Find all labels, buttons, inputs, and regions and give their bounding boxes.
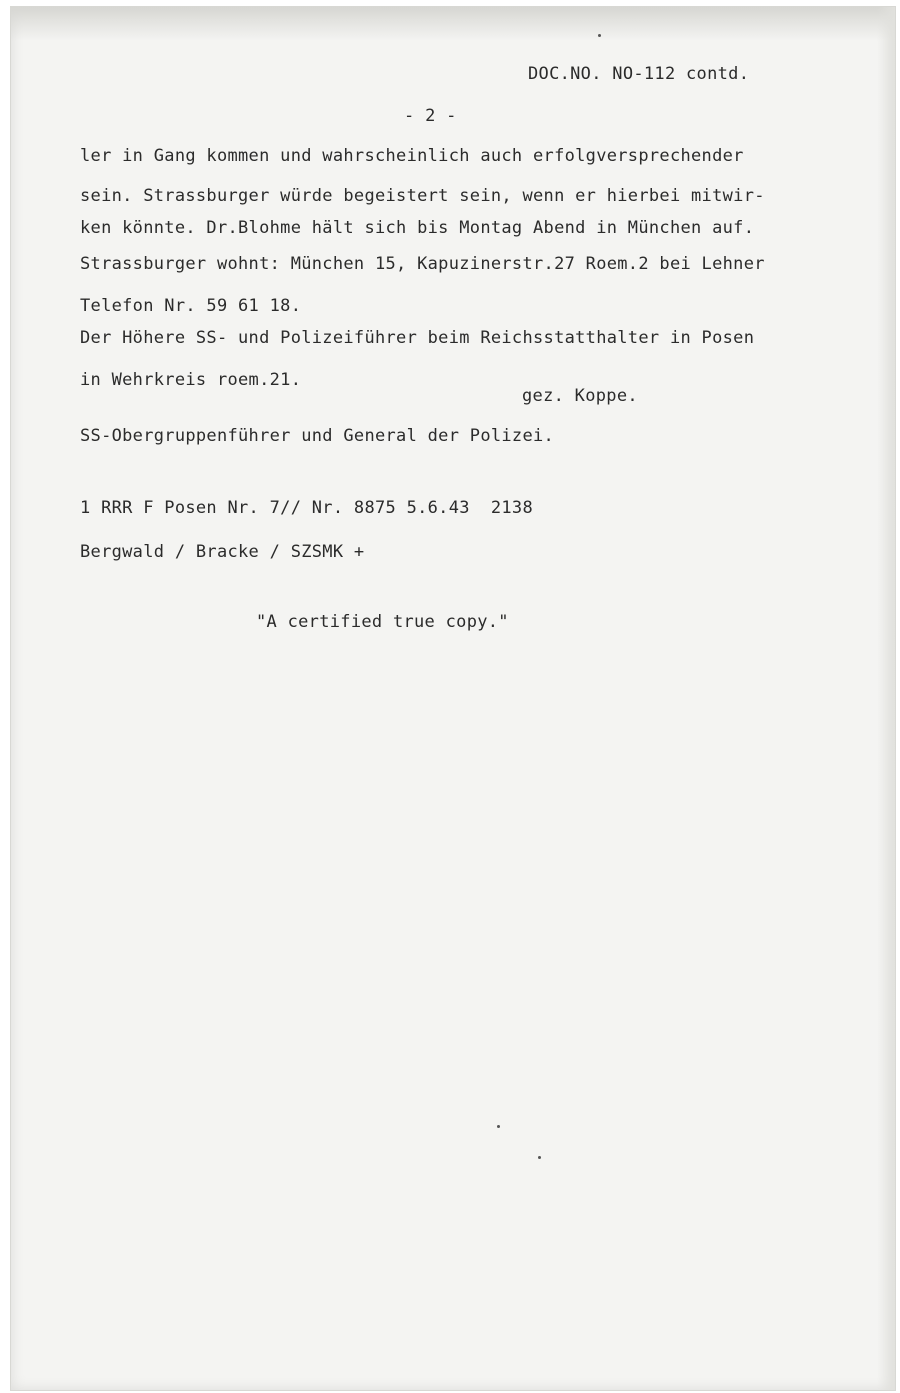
body-line-6: Der Höhere SS- und Polizeiführer beim Reichsstatthalter in Posen xyxy=(80,328,755,348)
paper-speck xyxy=(497,1125,500,1128)
document-reference: DOC.NO. NO-112 contd. xyxy=(528,64,750,84)
paper-speck xyxy=(598,34,601,37)
document-sheet xyxy=(10,6,896,1391)
body-line-2: sein. Strassburger würde begeistert sein, wenn er hierbei mitwir- xyxy=(80,186,765,206)
transmission-line-1: 1 RRR F Posen Nr. 7// Nr. 8875 5.6.43 2138 xyxy=(80,498,533,518)
signature-name: gez. Koppe. xyxy=(522,386,638,406)
sheet-right-shadow xyxy=(877,7,895,1390)
paper-speck xyxy=(538,1156,541,1159)
body-line-4: Strassburger wohnt: München 15, Kapuzinerstr.27 Roem.2 bei Lehner xyxy=(80,254,765,274)
page-number: - 2 - xyxy=(404,106,457,126)
transmission-line-2: Bergwald / Bracke / SZSMK + xyxy=(80,542,365,562)
certification-note: "A certified true copy." xyxy=(256,612,509,632)
sheet-top-shadow xyxy=(11,7,895,41)
signature-title: SS-Obergruppenführer und General der Polizei. xyxy=(80,426,555,446)
body-line-3: ken könnte. Dr.Blohme hält sich bis Montag Abend in München auf. xyxy=(80,218,755,238)
body-line-7: in Wehrkreis roem.21. xyxy=(80,370,302,390)
body-line-1: ler in Gang kommen und wahrscheinlich auch erfolgversprechender xyxy=(80,146,744,166)
body-line-5: Telefon Nr. 59 61 18. xyxy=(80,296,302,316)
